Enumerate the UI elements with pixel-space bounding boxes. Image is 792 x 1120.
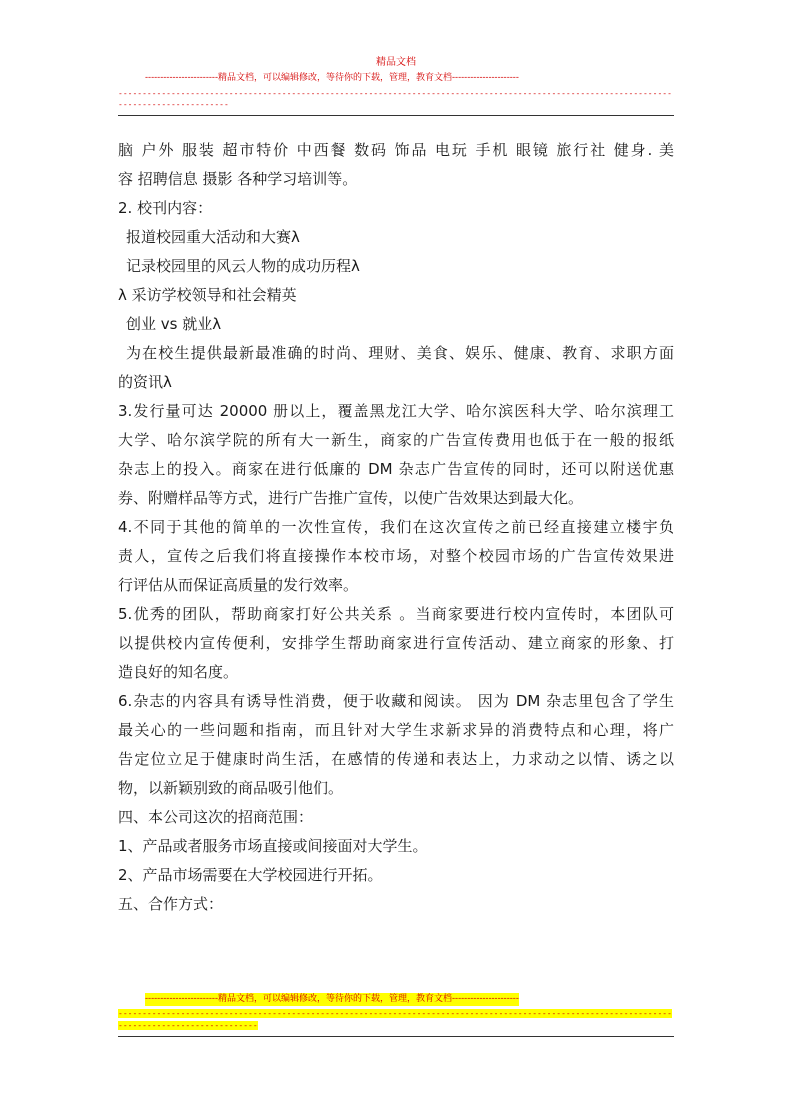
body-line: 行评估从而保证高质量的发行效率。 [118, 576, 359, 594]
body-line: 造良好的知名度。 [118, 663, 239, 681]
body-line: 脑 户外 服装 超市特价 中西餐 数码 饰品 电玩 手机 眼镜 旅行社 健身. 美 [118, 141, 674, 159]
footer-rule [118, 1036, 674, 1037]
body-line: 容 招聘信息 摄影 各种学习培训等。 [118, 170, 358, 188]
list-item: 为在校生提供最新最准确的时尚、理财、美食、娱乐、健康、教育、求职方面 [126, 344, 674, 362]
header-dashes: ------------------------------------------------------------------------------------------------------------------------------------------ [118, 89, 672, 109]
body-line: 2、产品市场需要在大学校园进行开拓。 [118, 866, 383, 884]
body-line: 责人，宣传之后我们将直接操作本校市场，对整个校园市场的广告宣传效果进 [118, 547, 674, 565]
body-line: 物，以新颖别致的商品吸引他们。 [118, 779, 344, 797]
header-title: 精品文档 [376, 57, 416, 68]
footer-dashes-text: ------------------------------------------------------------------------------------------------------------------------------------------------ [118, 1009, 672, 1030]
header-rule [118, 115, 674, 116]
section-heading: 四、本公司这次的招商范围： [118, 808, 314, 826]
body-line: 最关心的一些问题和指南，而且针对大学生求新求异的消费特点和心理，将广 [118, 721, 674, 739]
section-heading: 五、合作方式： [118, 895, 224, 913]
body-line: 6.杂志的内容具有诱导性消费，便于收藏和阅读。 因为 DM 杂志里包含了学生 [118, 692, 674, 710]
list-item: 创业 vs 就业λ [126, 315, 222, 333]
footer-dashes [118, 1008, 673, 1034]
header-banner: ------------------------精品文档，可以编辑修改，等待你的下载，管理，教育文档---------------------- [145, 73, 519, 83]
list-item: 记录校园里的风云人物的成功历程λ [126, 257, 360, 275]
body-line: 1、产品或者服务市场直接或间接面对大学生。 [118, 837, 428, 855]
body-line: 杂志上的投入。商家在进行低廉的 DM 杂志广告宣传的同时，还可以附送优惠 [118, 460, 674, 478]
list-item: 报道校园重大活动和大赛λ [126, 228, 300, 246]
section-heading: 2. 校刊内容： [118, 199, 213, 217]
footer-banner: ------------------------精品文档，可以编辑修改，等待你的下载，管理，教育文档---------------------- [145, 994, 519, 1004]
body-line: 大学、哈尔滨学院的所有大一新生，商家的广告宣传费用也低于在一般的报纸 [118, 431, 674, 449]
list-item: λ 采访学校领导和社会精英 [118, 286, 297, 304]
body-text [118, 136, 674, 919]
body-line: 以提供校内宣传便利，安排学生帮助商家进行宣传活动、建立商家的形象、打 [118, 634, 674, 652]
body-line: 3.发行量可达 20000 册以上，覆盖黑龙江大学、哈尔滨医科大学、哈尔滨理工 [118, 402, 674, 420]
body-line: 4.不同于其他的简单的一次性宣传，我们在这次宣传之前已经直接建立楼宇负 [118, 518, 674, 536]
body-line: 券、附赠样品等方式，进行广告推广宣传，以使广告效果达到最大化。 [118, 489, 584, 507]
body-line: 5.优秀的团队，帮助商家打好公共关系 。当商家要进行校内宣传时，本团队可 [118, 605, 674, 623]
body-line: 告定位立足于健康时尚生活，在感情的传递和表达上，力求动之以情、诱之以 [118, 750, 674, 768]
body-line: 的资讯λ [118, 373, 172, 391]
